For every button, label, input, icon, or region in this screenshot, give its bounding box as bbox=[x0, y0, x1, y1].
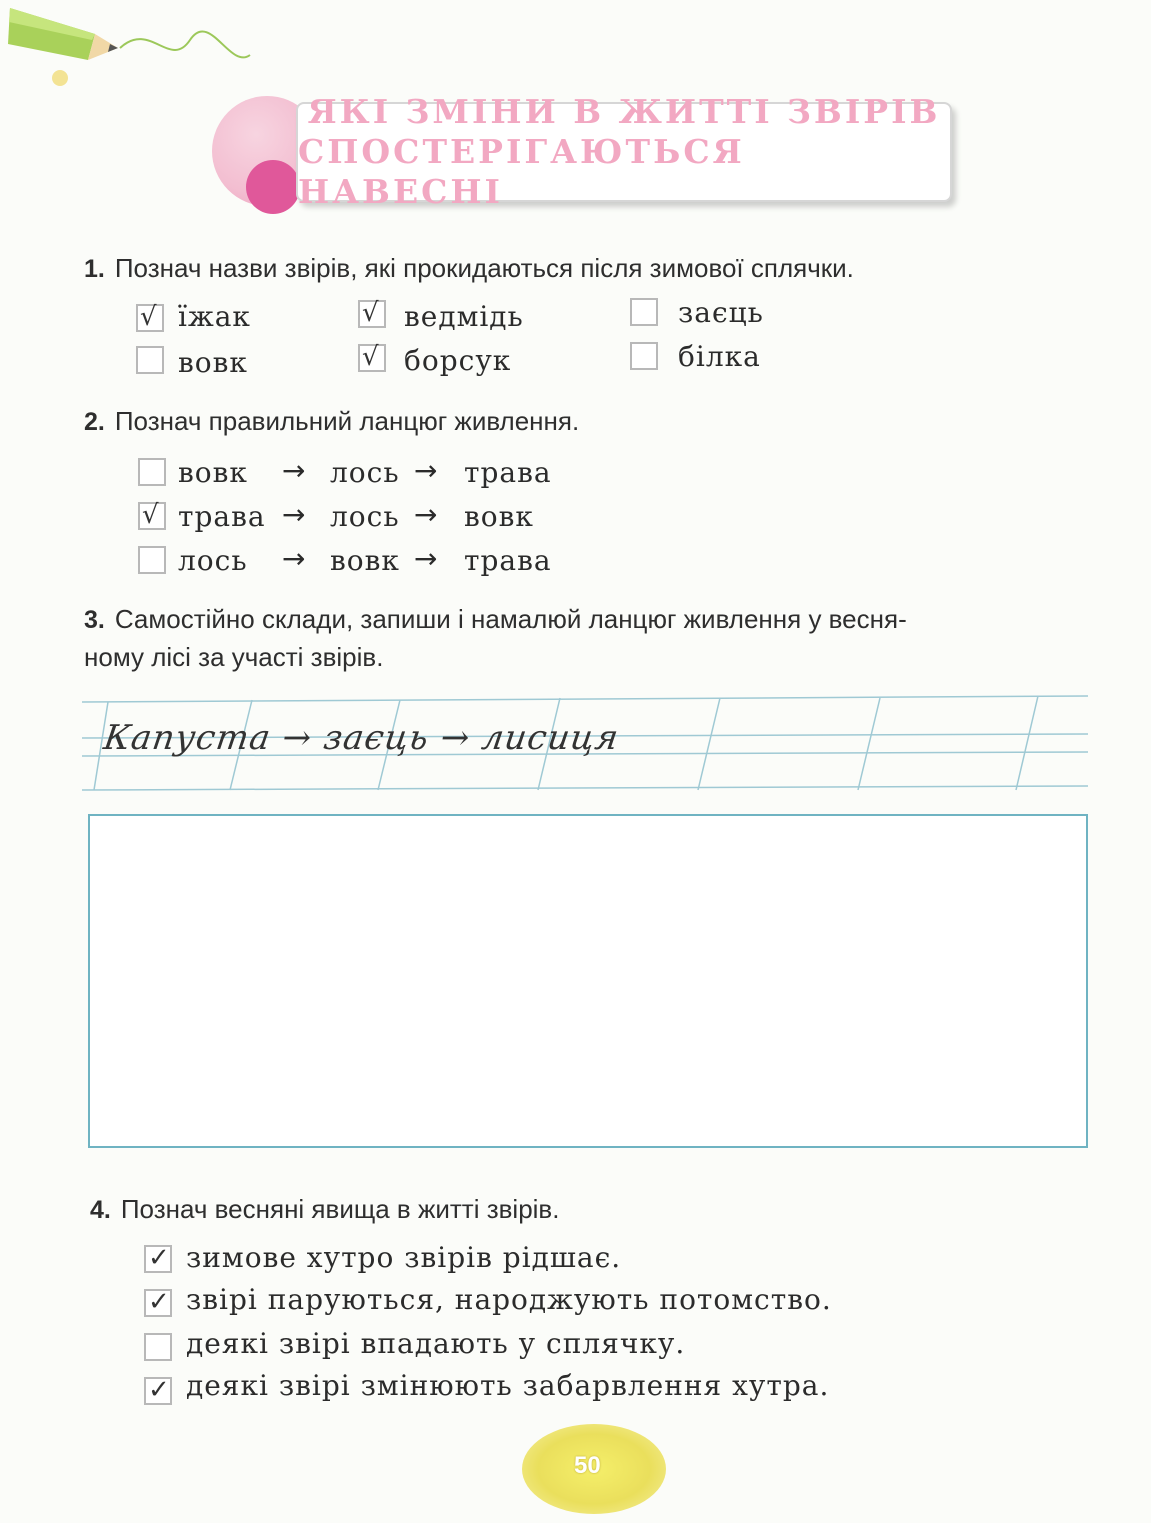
option-label: звірі паруються, народжують потомство. bbox=[186, 1283, 832, 1316]
arrow-icon: → bbox=[282, 542, 306, 575]
option-label: вовк bbox=[178, 346, 248, 379]
task-1-prompt bbox=[84, 249, 854, 287]
checkbox[interactable] bbox=[136, 304, 164, 332]
task-number: 3. bbox=[84, 606, 105, 634]
option-label: їжак bbox=[178, 300, 251, 333]
title-line-1: ЯКІ ЗМІНИ В ЖИТТІ ЗВІРІВ bbox=[307, 92, 941, 131]
option-label: білка bbox=[678, 340, 761, 373]
task-4-prompt bbox=[90, 1190, 559, 1228]
option-label: заєць bbox=[678, 296, 764, 329]
chain-option-1[interactable] bbox=[138, 454, 578, 492]
title-decor-dot bbox=[246, 160, 300, 214]
checkbox[interactable] bbox=[138, 546, 166, 574]
checkbox[interactable] bbox=[630, 342, 658, 370]
arrow-icon: → bbox=[282, 454, 306, 487]
drawing-area[interactable] bbox=[88, 814, 1088, 1148]
task-number: 1. bbox=[84, 255, 105, 283]
check-mark: ✓ bbox=[148, 1243, 170, 1273]
task-text: Самостійно склади, запиши і намалюй ланцюг живлення у весня- bbox=[114, 604, 907, 634]
arrow-icon: → bbox=[282, 498, 306, 531]
checkbox[interactable] bbox=[144, 1377, 172, 1405]
check-mark: √ bbox=[140, 302, 157, 332]
option-label: деякі звірі змінюють забарвлення хутра. bbox=[186, 1369, 830, 1402]
task-text: Познач весняні явища в житті звірів. bbox=[120, 1194, 560, 1224]
checkbox[interactable] bbox=[136, 346, 164, 374]
checkbox[interactable] bbox=[138, 458, 166, 486]
arrow-icon: → bbox=[414, 454, 438, 487]
check-mark: √ bbox=[362, 342, 379, 372]
chain-option-2[interactable] bbox=[138, 498, 578, 536]
pencil-decoration bbox=[0, 0, 270, 90]
title-line-2: СПОСТЕРІГАЮТЬСЯ НАВЕСНІ bbox=[298, 132, 745, 211]
check-mark: ✓ bbox=[148, 1287, 170, 1317]
chain-item: вовк bbox=[330, 544, 400, 577]
checkbox[interactable] bbox=[138, 502, 166, 530]
chain-item: трава bbox=[464, 544, 552, 577]
task-text: Познач назви звірів, які прокидаються після зимової сплячки. bbox=[114, 253, 854, 283]
chain-item: трава bbox=[464, 456, 552, 489]
checkbox[interactable] bbox=[630, 298, 658, 326]
option-label: борсук bbox=[404, 344, 512, 377]
option-label: деякі звірі впадають у сплячку. bbox=[186, 1327, 686, 1360]
check-mark: ✓ bbox=[148, 1375, 170, 1405]
checkbox[interactable] bbox=[358, 344, 386, 372]
chain-item: лось bbox=[330, 456, 400, 489]
checkbox[interactable] bbox=[144, 1289, 172, 1317]
check-mark: √ bbox=[142, 500, 159, 530]
task-2-prompt bbox=[84, 402, 579, 440]
check-mark: √ bbox=[362, 298, 379, 328]
chain-item: вовк bbox=[178, 456, 248, 489]
page-number: 50 bbox=[574, 1452, 601, 1479]
chain-item: лось bbox=[178, 544, 248, 577]
arrow-icon: → bbox=[414, 498, 438, 531]
checkbox[interactable] bbox=[144, 1333, 172, 1361]
chain-option-3[interactable] bbox=[138, 542, 578, 580]
task-text-continued: ному лісі за участі звірів. bbox=[84, 642, 384, 672]
task-text: Познач правильний ланцюг живлення. bbox=[114, 406, 580, 436]
page-title bbox=[296, 92, 952, 211]
chain-item: лось bbox=[330, 500, 400, 533]
chain-item: вовк bbox=[464, 500, 534, 533]
option-label: зимове хутро звірів рідшає. bbox=[186, 1241, 622, 1274]
task-number: 4. bbox=[90, 1196, 111, 1224]
option-label: ведмідь bbox=[404, 300, 524, 333]
checkbox[interactable] bbox=[144, 1245, 172, 1273]
task-number: 2. bbox=[84, 408, 105, 436]
checkbox[interactable] bbox=[358, 300, 386, 328]
chain-item: трава bbox=[178, 500, 266, 533]
task-3-prompt bbox=[84, 600, 1094, 676]
arrow-icon: → bbox=[414, 542, 438, 575]
handwritten-answer: Капуста → заєць → лисиця bbox=[101, 718, 622, 758]
